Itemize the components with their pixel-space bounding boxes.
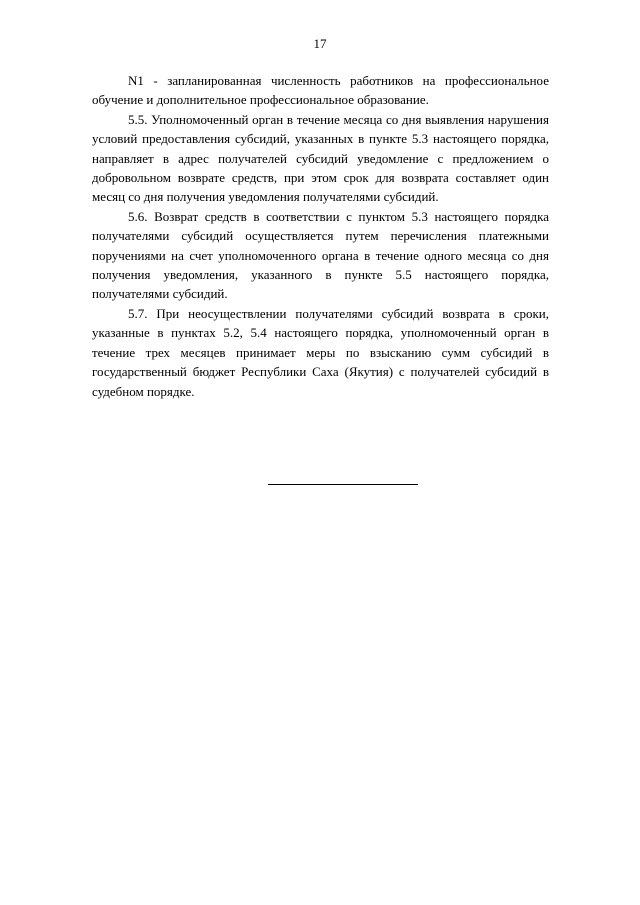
page-number: 17 bbox=[313, 36, 327, 51]
paragraph-5-6: 5.6. Возврат средств в соответствии с пунктом 5.3 настоящего порядка получателями субсидий осуществляется путем перечисления платежными поручениями на счет уполномоченного органа в течение одного месяца со дня получения уведомления, указанного в пункте 5.5 настоящего порядка, получателями субсидий. bbox=[92, 208, 549, 302]
end-separator-line bbox=[268, 484, 418, 485]
paragraph-n1-definition: N1 - запланированная численность работников на профессиональное обучение и дополнительное профессиональное образование. bbox=[92, 73, 549, 108]
document-body bbox=[92, 71, 549, 401]
paragraph-5-7: 5.7. При неосуществлении получателями субсидий возврата в сроки, указанные в пунктах 5.2, 5.4 настоящего порядка, уполномоченный орган в течение трех месяцев принимает меры по взысканию сумм субсидий в государственный бюджет Республики Саха (Якутия) с получателей субсидий в судебном порядке. bbox=[92, 305, 549, 399]
paragraph-5-5: 5.5. Уполномоченный орган в течение месяца со дня выявления нарушения условий предоставления субсидий, указанных в пункте 5.3 настоящего порядка, направляет в адрес получателей субсидий уведомление с предложением о добровольном возврате средств, при этом срок для возврата составляет один месяц со дня получения уведомления получателями субсидий. bbox=[92, 111, 549, 205]
